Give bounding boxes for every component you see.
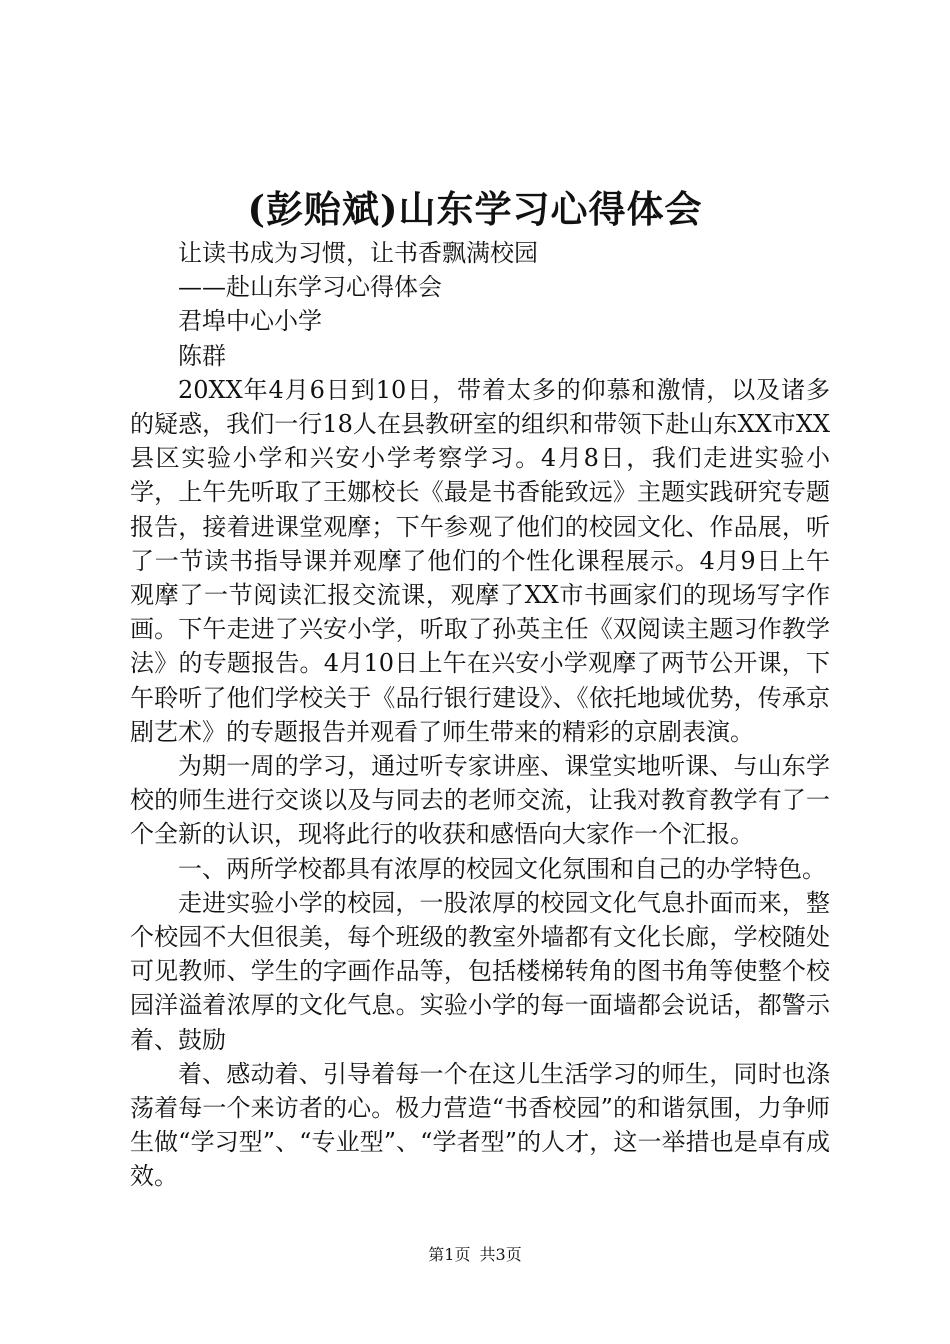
- body-paragraph: 为期一周的学习，通过听专家讲座、课堂实地听课、与山东学校的师生进行交谈以及与同去的老师交流，让我对教育教学有了一个全新的认识，现将此行的收获和感悟向大家作一个汇报。: [130, 752, 830, 849]
- subtitle-line: 让读书成为习惯，让书香飘满校园: [178, 239, 538, 267]
- document-body: [130, 236, 830, 1194]
- subtitle-line: ——赴山东学习心得体会: [178, 273, 442, 302]
- page-total: 共3页: [479, 1245, 522, 1264]
- author-name: 陈群: [178, 341, 226, 370]
- body-paragraph: 走进实验小学的校园，一股浓厚的校园文化气息扑面而来，整个校园不大但很美，每个班级的教室外墙都有文化长廊，学校随处可见教师、学生的字画作品等，包括楼梯转角的图书角等使整个校园洋溢着浓厚的文化气息。实验小学的每一面墙都会说话，都警示着、鼓励: [130, 888, 830, 1054]
- document-title: (彭贻斌)山东学习心得体会: [247, 187, 703, 231]
- section-heading: 一、两所学校都具有浓厚的校园文化氛围和自己的办学特色。: [178, 854, 826, 883]
- page-footer: [0, 1244, 950, 1266]
- page-number: 第1页: [428, 1245, 471, 1264]
- body-paragraph: 着、感动着、引导着每一个在这儿生活学习的师生，同时也涤荡着每一个来访者的心。极力营造“书香校园”的和谐氛围，力争师生做“学习型”、“专业型”、“学者型”的人才，这一举措也是卓有成效。: [130, 1059, 830, 1191]
- school-name: 君埠中心小学: [178, 307, 322, 336]
- body-paragraph: 20XX年4月6日到10日，带着太多的仰慕和激情，以及诸多的疑惑，我们一行18人在县教研室的组织和带领下赴山东XX市XX县区实验小学和兴安小学考察学习。4月8日，我们走进实验小学，上午先听取了王娜校长《最是书香能致远》主题实践研究专题报告，接着进课堂观摩；下午参观了他们的校园文化、作品展，听了一节读书指导课并观摩了他们的个性化课程展示。4月9日上午观摩了一节阅读汇报交流课，观摩了XX市书画家们的现场写字作画。下午走进了兴安小学，听取了孙英主任《双阅读主题习作教学法》的专题报告。4月10日上午在兴安小学观摩了两节公开课，下午聆听了他们学校关于《品行银行建设》、《依托地域优势，传承京剧艺术》的专题报告并观看了师生带来的精彩的京剧表演。: [130, 375, 830, 746]
